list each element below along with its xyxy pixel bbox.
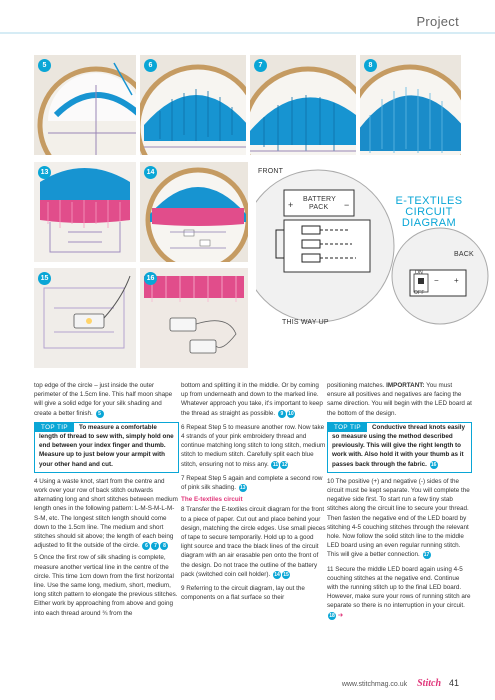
step-number-badge: 15 xyxy=(38,272,51,285)
embroidery-image xyxy=(140,55,246,155)
step-ref-badge: 7 xyxy=(151,542,159,550)
header-rule xyxy=(0,32,495,34)
paragraph: 11 Secure the middle LED board again using 4-5 couching stitches at the negative end. Continue with the running stitch up to the final LED board. However, make sure your rows of running stitch are separate so there is no interruption in your circuit. 18 ➜ xyxy=(327,565,471,619)
switch-off-label: OFF xyxy=(414,290,425,296)
step-ref-badge: 13 xyxy=(239,485,246,492)
battery-label-line2: PACK xyxy=(309,204,329,211)
top-tip-box xyxy=(327,422,472,473)
step-number-badge: 7 xyxy=(254,59,267,72)
circuit-diagram xyxy=(256,166,492,328)
section-subhead: The E-textiles circuit xyxy=(181,496,243,504)
magazine-brand: Stitch xyxy=(417,678,442,689)
paragraph: 8 Transfer the E-textiles circuit diagram for the front to a piece of paper. Cut out and place behind your design, matching the circle edges. Use small pieces of tape to secure temporarily. Hold up to a good light source and trace the black lines of the circuit diagram with an air erasable pen onto the front of the design. Do not trace the outline of the battery pack (switched coin cell holder). 14 15 xyxy=(181,506,326,578)
back-minus: − xyxy=(434,276,439,285)
text-column-3 xyxy=(327,381,472,621)
top-tip-box xyxy=(34,422,179,473)
back-plus: + xyxy=(454,276,459,285)
top-tip-tag: TOP TIP xyxy=(328,423,367,432)
step-ref-badge: 17 xyxy=(423,552,430,559)
paragraph: 6 Repeat Step 5 to measure another row. Now take 4 strands of your pink embroidery thread and continue matching long stitch to long stitch, medium stitch to medium stitch. Carefully split each blue stitch, ensuring not to miss any. 11 12 xyxy=(181,423,326,468)
page-footer xyxy=(342,678,459,689)
step-ref-badge: 5 xyxy=(96,410,104,418)
continue-arrow-icon: ➜ xyxy=(337,611,344,619)
website-url: www.stitchmag.co.uk xyxy=(341,681,408,688)
paragraph: positioning matches. IMPORTANT: You must ensure all positives and negatives are facing the same direction. You will begin with the LED board at the bottom of the design. xyxy=(327,382,472,417)
step-ref-badge: 8 xyxy=(160,542,168,550)
step-photo-7 xyxy=(250,55,356,155)
step-photo-6 xyxy=(140,55,246,155)
section-label: Project xyxy=(416,14,459,29)
step-photo-8 xyxy=(360,55,461,155)
embroidery-image xyxy=(140,162,248,262)
diagram-title-line2: CIRCUIT xyxy=(405,206,453,218)
paragraph: top edge of the circle – just inside the outer perimeter of the 1.5cm line. This half moon shape will give a solid edge for your silk shading and create a better finish. 5 xyxy=(34,382,173,417)
step-photo-14 xyxy=(140,162,248,262)
top-tip-text: Conductive thread knots easily so measure using the method described previously. This will give the right length to work with. Also hold it with your thumb as it passes back through the fabric. xyxy=(332,423,466,468)
step-ref-badge: 12 xyxy=(281,461,288,468)
step-number-badge: 6 xyxy=(144,59,157,72)
page-number: 41 xyxy=(448,678,459,688)
embroidery-image xyxy=(34,55,136,155)
step-photo-15 xyxy=(34,268,136,368)
battery-plus: + xyxy=(288,200,294,210)
paragraph: bottom and splitting it in the middle. Or by coming up from underneath and down to the marked line. Whatever approach you take, it's important to keep the thread as straight as possible. 9 10 xyxy=(181,382,323,417)
back-label: BACK xyxy=(454,251,474,258)
step-ref-badge: 18 xyxy=(329,612,335,619)
diagram-title xyxy=(374,196,484,229)
text-column-2 xyxy=(181,381,326,603)
paragraph: 5 Once the first row of silk shading is complete, measure another vertical line in the centre of the circle. This time 1cm down from the first horizontal line. Use the same long, medium, short, medium, long stitch pattern to elongate the previous stitches. Either work by approaching from above and going into each thread around ¾ from the xyxy=(34,554,178,617)
step-ref-badge: 15 xyxy=(283,571,289,578)
diagram-title-line3: DIAGRAM xyxy=(401,217,457,229)
step-photo-13 xyxy=(34,162,136,262)
step-number-badge: 5 xyxy=(38,59,51,72)
embroidery-image xyxy=(250,55,356,155)
step-ref-badge: 16 xyxy=(430,461,437,468)
step-ref-badge: 11 xyxy=(272,461,279,468)
step-number-badge: 14 xyxy=(144,166,157,179)
step-number-badge: 8 xyxy=(364,59,377,72)
important-label: IMPORTANT: xyxy=(386,382,425,389)
paragraph: 4 Using a waste knot, start from the centre and work over your row of back stitch outwards alternating long and short stitches between medium length ones in the following pattern: L-M-S-M-L-M-S-M, etc. The longest stitch length should come down to the 1.5cm line. The medium and short stitches should sit above; the length of each being adjusted to fit the outside of the circle. 6 7 8 xyxy=(34,477,178,550)
top-tip-tag: TOP TIP xyxy=(35,423,74,432)
step-ref-badge: 6 xyxy=(142,542,150,550)
battery-label: BATTERY xyxy=(303,196,337,203)
step-number-badge: 16 xyxy=(144,272,157,285)
step-photo-16 xyxy=(140,268,248,368)
step-ref-badge: 10 xyxy=(288,410,294,417)
embroidery-image xyxy=(140,268,248,368)
step-photo-5 xyxy=(34,55,136,155)
step-ref-badge: 9 xyxy=(278,410,286,418)
top-tip-text: To measure a comfortable length of thread to sew with, simply hold one end between your index finger and thumb. Measure up to just below your armpit with your other hand and cut. xyxy=(39,423,174,468)
step-number-badge: 13 xyxy=(38,166,51,179)
embroidery-image xyxy=(34,162,136,262)
circuit-drawing xyxy=(256,166,492,328)
paragraph: 7 Repeat Step 5 again and complete a second row of pink silk shading. 13 xyxy=(181,474,323,492)
text-column-1 xyxy=(34,381,179,619)
switch-on-label: ON xyxy=(415,270,423,276)
embroidery-image xyxy=(34,268,136,368)
way-up-label: THIS WAY UP xyxy=(282,319,329,326)
battery-minus: − xyxy=(344,200,350,210)
front-label: FRONT xyxy=(258,168,284,175)
paragraph: 9 Referring to the circuit diagram, lay out the components on a flat surface so their xyxy=(181,585,305,602)
step-ref-badge: 14 xyxy=(274,571,280,578)
diagram-title-line1: E-TEXTILES xyxy=(395,195,463,207)
paragraph: 10 The positive (+) and negative (-) sides of the circuit must be kept separate. You will complete the negative side first. To start run a few tiny stab stitches along the circuit line to secure your thread. Then fasten the negative end of the LED board by stitching 4-5 couching stitches through the relevant hole. Now follow the solid stitch line to the middle LED board using an even regular running stitch. This will give a better connection. 17 xyxy=(327,477,470,559)
